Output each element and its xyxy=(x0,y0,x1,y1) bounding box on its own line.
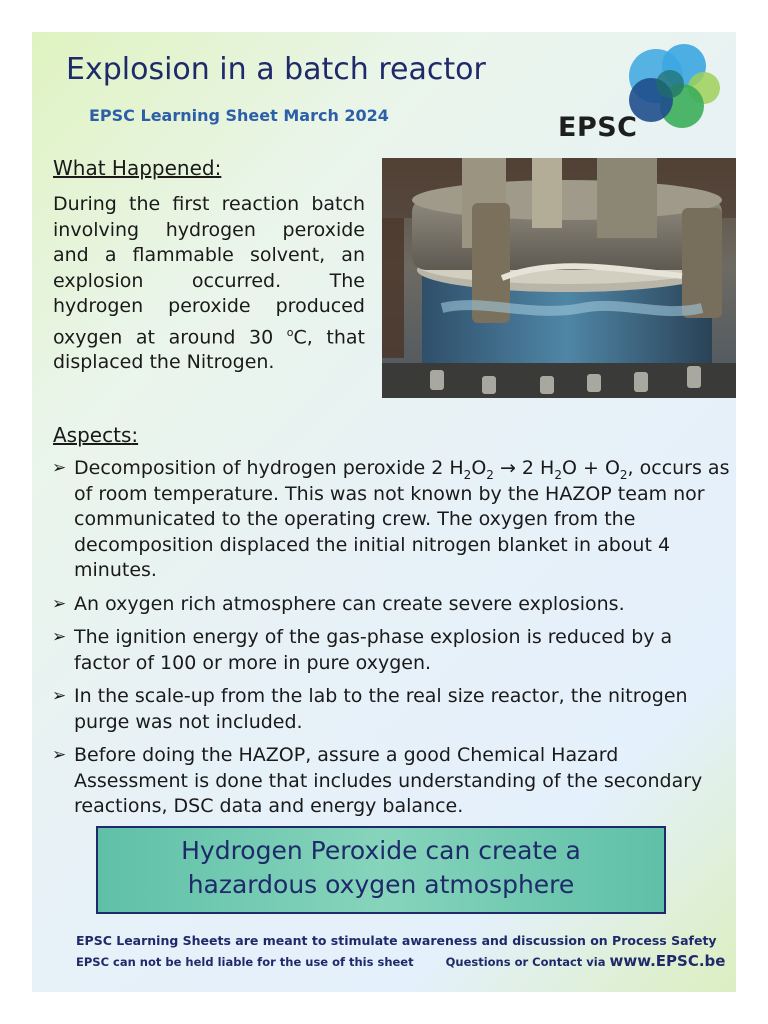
what-happened-heading: What Happened: xyxy=(53,156,222,180)
page-title: Explosion in a batch reactor xyxy=(66,52,486,87)
list-item: ➢ In the scale-up from the lab to the real size reactor, the nitrogen purge was not included. xyxy=(52,685,688,733)
list-item: ➢ Before doing the HAZOP, assure a good Chemical Hazard Assessment is done that includes understanding of the secondary reactions, DSC data and energy balance. xyxy=(52,744,703,817)
bullet-arrow-icon: ➢ xyxy=(52,593,67,614)
list-item: ➢ An oxygen rich atmosphere can create severe explosions. xyxy=(52,592,732,618)
bullet-arrow-icon: ➢ xyxy=(52,627,67,647)
page-subtitle: EPSC Learning Sheet March 2024 xyxy=(89,106,389,125)
footer-disclaimer: EPSC Learning Sheets are meant to stimulate awareness and discussion on Process Safety xyxy=(76,933,717,948)
aspects-list xyxy=(52,456,732,828)
key-message-line-1: Hydrogen Peroxide can create a xyxy=(181,836,581,865)
footer-contact: EPSC can not be held liable for the use of this sheet Questions or Contact via www.EPSC.be xyxy=(76,952,726,970)
what-happened-text: During the first reaction batch involving hydrogen peroxide and a flammable solvent, an explosion occurred. The hydrogen peroxide produced oxygen at around 30 $^o$C, that displaced the Nitrogen. xyxy=(53,193,365,374)
epsc-logo xyxy=(552,40,728,144)
list-item: ➢ The ignition energy of the gas-phase explosion is reduced by a factor of 100 or more in pure oxygen. xyxy=(52,626,673,674)
website-link[interactable]: www.EPSC.be xyxy=(609,952,726,970)
bullet-arrow-icon: ➢ xyxy=(52,686,67,706)
list-item: ➢ Decomposition of hydrogen peroxide 2 $H_2O_2 \to 2$ $H_2O + O_2$, occurs as of room temperature. This was not known by the HAZOP team nor communicated to the operating crew. The oxygen from the decomposition displaced the initial nitrogen blanket in about 4 minutes. xyxy=(52,457,730,581)
bullet-arrow-icon: ➢ xyxy=(52,745,67,765)
reactor-photo xyxy=(382,158,736,398)
bullet-arrow-icon: ➢ xyxy=(52,458,67,478)
key-message-box xyxy=(96,826,666,914)
aspects-heading: Aspects: xyxy=(53,423,139,447)
learning-sheet xyxy=(32,32,736,992)
key-message-line-2: hazardous oxygen atmosphere xyxy=(187,870,575,899)
logo-wordmark: EPSC xyxy=(558,112,638,143)
damaged-reactor-image xyxy=(382,158,736,398)
